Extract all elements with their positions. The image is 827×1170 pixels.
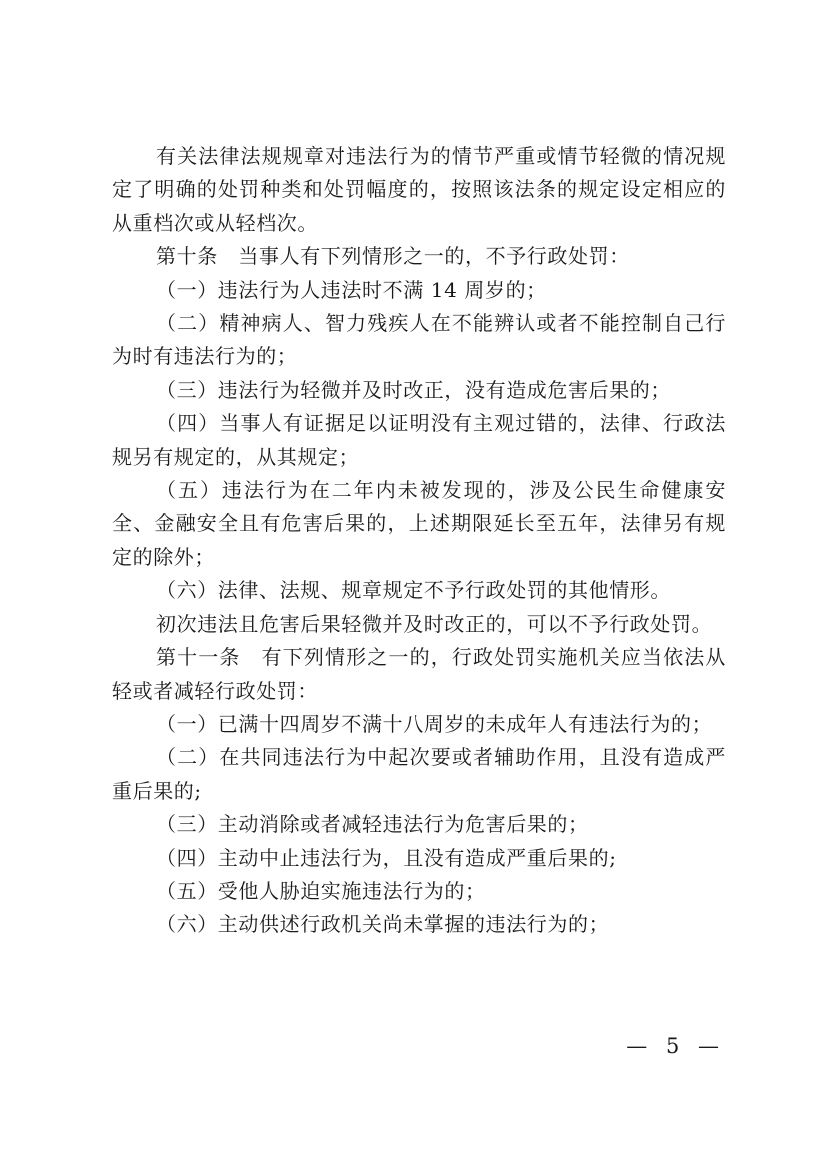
article-11-item-2: （二）在共同违法行为中起次要或者辅助作用，且没有造成严重后果的;	[112, 745, 726, 803]
article-10-item-3: （三）违法行为轻微并及时改正，没有造成危害后果的；	[156, 377, 671, 402]
page-number: — 5 —	[626, 1034, 725, 1058]
article-10-item-5: （五）违法行为在二年内未被发现的，涉及公民生命健康安全、金融安全且有危害后果的，上述期限延长至五年，法律另有规定的除外；	[112, 478, 726, 569]
article-10-supplement: 初次违法且危害后果轻微并及时改正的，可以不予行政处罚。	[156, 611, 713, 636]
article-11-item-5: （五）受他人胁迫实施违法行为的；	[156, 878, 486, 903]
article-10-item-4: （四）当事人有证据足以证明没有主观过错的，法律、行政法规另有规定的，从其规定；	[112, 411, 726, 469]
article-11-item-3: （三）主动消除或者减轻违法行为危害后果的；	[156, 812, 589, 837]
article-11-item-6: （六）主动供述行政机关尚未掌握的违法行为的；	[156, 912, 610, 937]
article-11-item-1: （一）已满十四周岁不满十八周岁的未成年人有违法行为的；	[156, 711, 713, 736]
article-10-heading: 第十条 当事人有下列情形之一的，不予行政处罚：	[156, 244, 630, 269]
article-10-item-2: （二）精神病人、智力残疾人在不能辨认或者不能控制自己行为时有违法行为的；	[112, 311, 726, 369]
paragraph-intro: 有关法律法规规章对违法行为的情节严重或情节轻微的情况规定了明确的处罚种类和处罚幅度的，按照该法条的规定设定相应的从重档次或从轻档次。	[112, 144, 726, 235]
article-10-item-6: （六）法律、法规、规章规定不予行政处罚的其他情形。	[156, 578, 671, 603]
document-body	[112, 140, 726, 942]
article-10-item-1: （一）违法行为人违法时不满 14 周岁的；	[156, 277, 547, 302]
article-11-item-4: （四）主动中止违法行为，且没有造成严重后果的;	[156, 845, 617, 870]
article-11-heading: 第十一条 有下列情形之一的，行政处罚实施机关应当依法从轻或者减轻行政处罚：	[112, 645, 726, 703]
